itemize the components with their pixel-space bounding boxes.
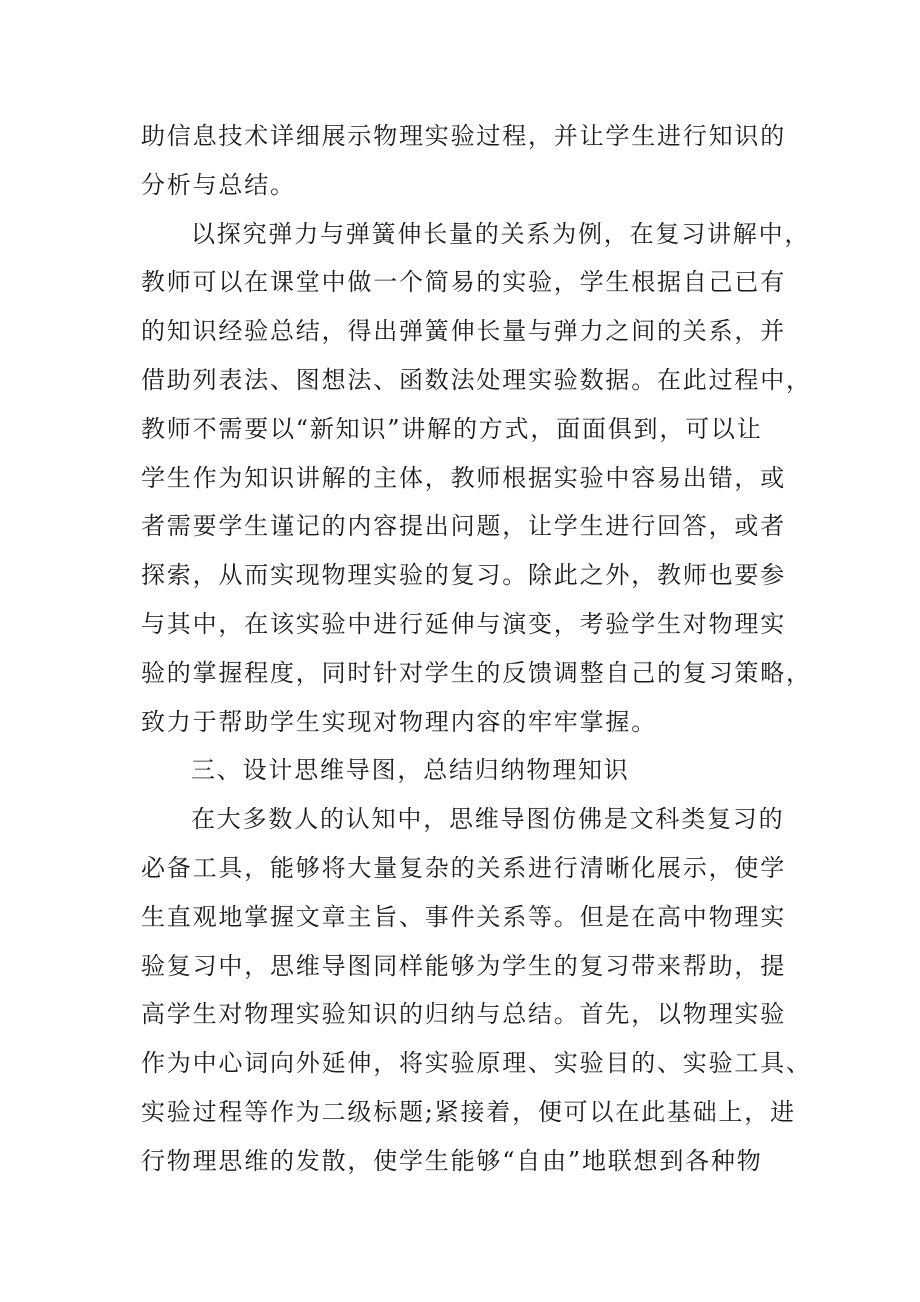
text-line: 教师不需要以“新知识”讲解的方式，面面俱到，可以让 [141,414,763,443]
text-line: 实验过程等作为二级标题;紧接着，便可以在此基础上，进 [141,1097,796,1126]
text-line: 作为中心词向外延伸，将实验原理、实验目的、实验工具、 [141,1049,812,1078]
text-line: 行物理思维的发散，使学生能够“自由”地联想到各种物 [141,1146,763,1175]
text-line: 学生作为知识讲解的主体，教师根据实验中容易出错，或 [141,463,786,492]
text-line: 高学生对物理实验知识的归纳与总结。首先，以物理实验 [141,1000,786,1029]
text-line: 生直观地掌握文章主旨、事件关系等。但是在高中物理实 [141,902,786,931]
text-line: 探索，从而实现物理实验的复习。除此之外，教师也要参 [141,561,786,590]
text-line: 借助列表法、图想法、函数法处理实验数据。在此过程中， [141,365,812,394]
body-text [141,112,812,1186]
text-line: 教师可以在课堂中做一个简易的实验，学生根据自己已有 [141,268,786,297]
text-line: 者需要学生谨记的内容提出问题，让学生进行回答，或者 [141,512,786,541]
text-line: 助信息技术详细展示物理实验过程，并让学生进行知识的 [141,122,786,150]
text-line: 与其中，在该实验中进行延伸与演变，考验学生对物理实 [141,609,786,638]
paragraph-start-line: 以探究弹力与弹簧伸长量的关系为例，在复习讲解中， [191,219,811,248]
paragraph-start-line: 三、设计思维导图，总结归纳物理知识 [191,756,630,785]
text-line: 的知识经验总结，得出弹簧伸长量与弹力之间的关系，并 [141,317,786,346]
text-line: 致力于帮助学生实现对物理内容的牢牢掌握。 [141,707,657,736]
paragraph-start-line: 在大多数人的认知中，思维导图仿佛是文科类复习的 [191,805,785,834]
text-line: 验的掌握程度，同时针对学生的反馈调整自己的复习策略， [141,658,812,687]
text-line: 必备工具，能够将大量复杂的关系进行清晰化展示，使学 [141,853,786,882]
text-line: 分析与总结。 [141,170,296,199]
text-line: 验复习中，思维导图同样能够为学生的复习带来帮助，提 [141,951,786,980]
